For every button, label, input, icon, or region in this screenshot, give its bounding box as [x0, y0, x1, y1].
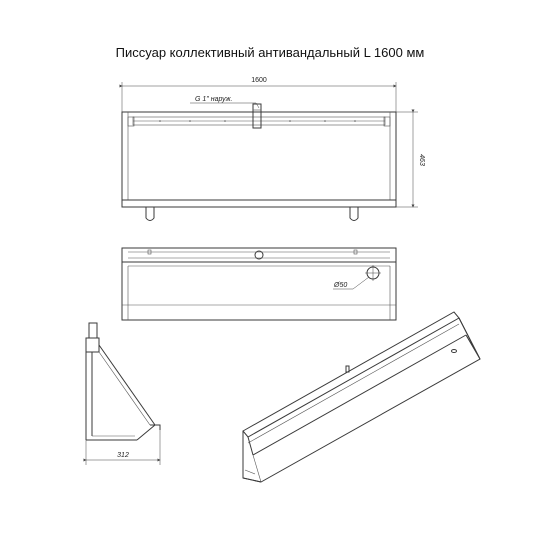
drain-diameter-label: Ø50: [334, 282, 348, 289]
inlet-label: G 1" наруж.: [195, 96, 233, 103]
iso-inlet: [346, 366, 349, 372]
iso-drain: [452, 350, 457, 353]
drawing-title: Писсуар коллективный антивандальный L 1600 мм: [115, 45, 425, 60]
length-dimension: 1600: [251, 77, 267, 84]
depth-dimension: 312: [117, 452, 129, 459]
mounting-foot-right: [350, 207, 358, 221]
height-dimension: 463: [418, 154, 425, 166]
top-view: [122, 248, 396, 320]
mounting-foot-left: [146, 207, 154, 221]
side-view: [86, 323, 160, 465]
front-view: [122, 77, 425, 221]
inlet-pipe: [253, 104, 261, 128]
isometric-view: [243, 312, 480, 482]
